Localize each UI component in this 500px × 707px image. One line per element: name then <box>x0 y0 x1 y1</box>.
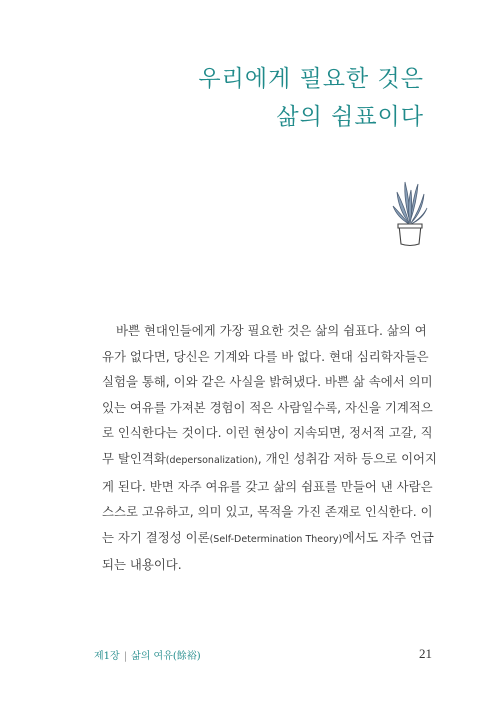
body-line: 게 된다. 반면 자주 여유를 갖고 삶의 쉼표를 만들어 낸 사람은 <box>102 478 433 494</box>
title-line-1: 우리에게 필요한 것은 <box>198 66 424 92</box>
body-text-segment: , 개인 성취감 저하 등으로 이어지 <box>257 450 437 466</box>
title-line-2: 삶의 쉼표이다 <box>276 104 424 130</box>
english-term: (Self-Determination Theory) <box>209 533 343 545</box>
body-line: 있는 여유를 가져본 경험이 적은 사람일수록, 자신을 기계적으 <box>102 399 433 415</box>
english-term: (depersonalization) <box>165 454 258 466</box>
chapter-label: 제1장 <box>94 650 120 662</box>
body-line: 스스로 고유하고, 의미 있고, 목적을 가진 존재로 인식한다. 이 <box>102 504 433 520</box>
body-line <box>102 525 438 553</box>
body-line <box>102 446 438 474</box>
body-line: 바쁜 현대인들에게 가장 필요한 것은 삶의 쉼표다. 삶의 여 <box>116 323 427 338</box>
body-paragraph <box>102 318 438 578</box>
body-line: 로 인식한다는 것이다. 이런 현상이 지속되면, 정서적 고갈, 직 <box>102 425 433 441</box>
separator: | <box>123 650 128 662</box>
body-line: 실험을 통해, 이와 같은 사실을 밝혀냈다. 바쁜 삶 속에서 의미 <box>102 374 433 390</box>
running-head <box>94 647 201 662</box>
body-text-segment: 에서도 자주 언급 <box>342 529 434 545</box>
potted-plant-icon <box>388 178 432 248</box>
body-line: 되는 내용이다. <box>102 557 182 573</box>
section-label: 삶의 여유(餘裕) <box>131 650 201 662</box>
page-number: 21 <box>419 646 432 661</box>
body-text-segment: 는 자기 결정성 이론 <box>102 529 210 545</box>
page-footer <box>94 646 432 662</box>
body-text-segment: 무 탈인격화 <box>102 450 166 466</box>
chapter-title <box>198 60 424 136</box>
body-line: 유가 없다면, 당신은 기계와 다를 바 없다. 현대 심리학자들은 <box>102 348 429 364</box>
